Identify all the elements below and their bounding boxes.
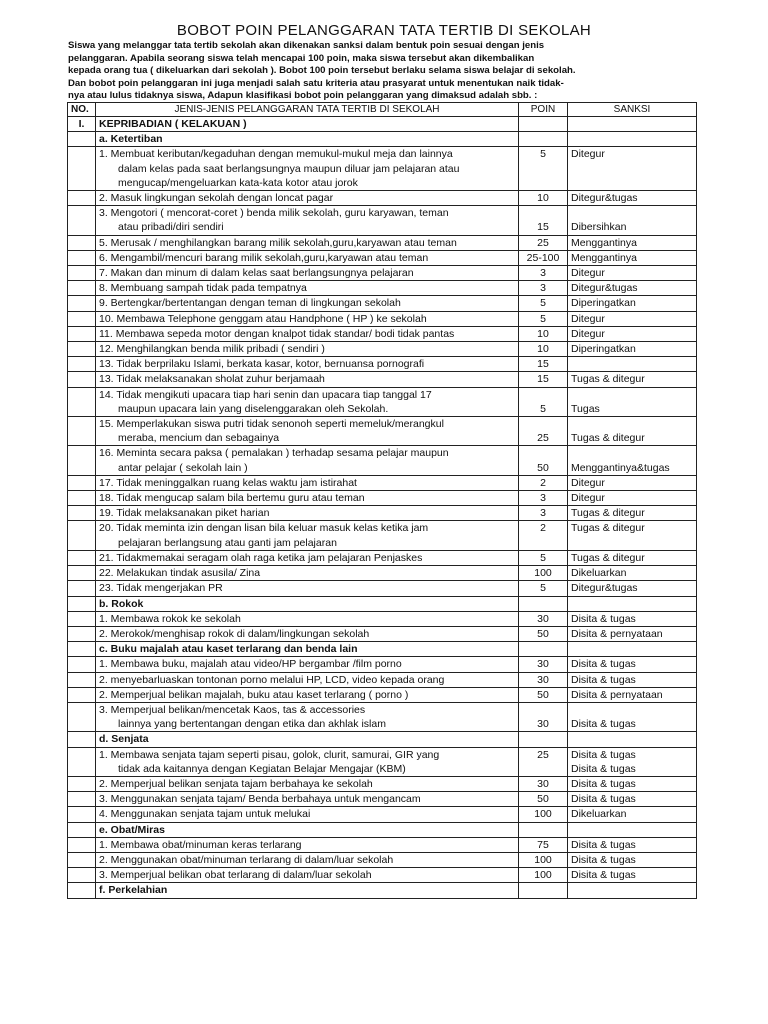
- table-row: [68, 281, 697, 296]
- row-points: [519, 822, 568, 837]
- row-points: [519, 206, 568, 221]
- row-number: [68, 132, 96, 147]
- row-description: 20. Tidak meminta izin dengan lisan bila keluar masuk kelas ketika jam: [96, 521, 519, 536]
- row-number: [68, 461, 96, 476]
- row-points: 30: [519, 657, 568, 672]
- row-points: 3: [519, 266, 568, 281]
- row-sanction: [568, 596, 697, 611]
- row-number: I.: [68, 117, 96, 132]
- row-number: [68, 762, 96, 777]
- row-sanction: [568, 387, 697, 402]
- row-description: 11. Membawa sepeda motor dengan knalpot tidak standar/ bodi tidak pantas: [96, 326, 519, 341]
- table-row: [68, 117, 697, 132]
- row-sanction: Tugas & ditegur: [568, 550, 697, 565]
- table-row: [68, 717, 697, 732]
- row-number: [68, 417, 96, 432]
- row-sanction: Tugas & ditegur: [568, 506, 697, 521]
- row-number: [68, 642, 96, 657]
- table-row: [68, 521, 697, 536]
- table-row: [68, 147, 697, 162]
- row-description: maupun upacara lain yang diselenggarakan oleh Sekolah.: [96, 402, 519, 417]
- table-row: [68, 550, 697, 565]
- header-sanksi: SANKSI: [568, 103, 697, 117]
- row-sanction: Menggantinya&tugas: [568, 461, 697, 476]
- row-points: [519, 176, 568, 191]
- row-number: [68, 147, 96, 162]
- row-description: 7. Makan dan minum di dalam kelas saat berlangsungnya pelajaran: [96, 266, 519, 281]
- row-number: [68, 446, 96, 461]
- header-poin: POIN: [519, 103, 568, 117]
- row-number: [68, 342, 96, 357]
- row-sanction: Menggantinya: [568, 235, 697, 250]
- intro-line: kepada orang tua ( dikeluarkan dari sekolah ). Bobot 100 poin tersebut berlaku selama siswa belajar di sekolah.: [68, 65, 576, 76]
- row-sanction: [568, 642, 697, 657]
- row-points: 50: [519, 461, 568, 476]
- row-number: [68, 868, 96, 883]
- table-row: [68, 357, 697, 372]
- row-description: atau pribadi/diri sendiri: [96, 220, 519, 235]
- row-sanction: [568, 732, 697, 747]
- table-row: [68, 206, 697, 221]
- row-number: [68, 191, 96, 206]
- row-number: [68, 626, 96, 641]
- row-description: 13. Tidak berprilaku Islami, berkata kasar, kotor, bernuansa pornografi: [96, 357, 519, 372]
- row-points: 30: [519, 672, 568, 687]
- row-description: 6. Mengambil/mencuri barang milik sekolah,guru,karyawan atau teman: [96, 250, 519, 265]
- row-points: 100: [519, 566, 568, 581]
- row-sanction: Disita & tugas: [568, 657, 697, 672]
- table-row: [68, 132, 697, 147]
- row-number: [68, 250, 96, 265]
- row-sanction: [568, 446, 697, 461]
- table-row: [68, 176, 697, 191]
- row-description: 19. Tidak melaksanakan piket harian: [96, 506, 519, 521]
- intro-line: pelanggaran. Apabila seorang siswa telah mencapai 100 poin, maka siswa tersebut akan dikembalikan: [68, 52, 535, 64]
- table-row: [68, 326, 697, 341]
- row-number: [68, 162, 96, 176]
- row-number: [68, 792, 96, 807]
- row-sanction: Tugas & ditegur: [568, 431, 697, 446]
- row-sanction: Ditegur: [568, 147, 697, 162]
- row-sanction: [568, 883, 697, 898]
- row-description: 14. Tidak mengikuti upacara tiap hari senin dan upacara tiap tanggal 17: [96, 387, 519, 402]
- row-description: 3. Memperjual belikan/mencetak Kaos, tas & accessories: [96, 702, 519, 717]
- row-number: [68, 581, 96, 596]
- row-description: e. Obat/Miras: [96, 822, 519, 837]
- table-row: [68, 626, 697, 641]
- row-number: [68, 717, 96, 732]
- row-sanction: [568, 417, 697, 432]
- row-points: 50: [519, 626, 568, 641]
- table-row: [68, 191, 697, 206]
- row-description: 15. Memperlakukan siswa putri tidak senonoh seperti memeluk/merangkul: [96, 417, 519, 432]
- table-row: [68, 417, 697, 432]
- row-number: [68, 776, 96, 791]
- row-number: [68, 387, 96, 402]
- row-points: [519, 642, 568, 657]
- row-points: 25: [519, 235, 568, 250]
- row-points: [519, 387, 568, 402]
- row-sanction: Disita & tugas: [568, 837, 697, 852]
- row-points: [519, 417, 568, 432]
- row-description: 2. Memperjual belikan majalah, buku atau kaset terlarang ( porno ): [96, 687, 519, 702]
- row-number: [68, 357, 96, 372]
- row-points: 30: [519, 776, 568, 791]
- table-row: [68, 837, 697, 852]
- table-row: [68, 461, 697, 476]
- row-sanction: [568, 206, 697, 221]
- row-description: 16. Meminta secara paksa ( pemalakan ) terhadap sesama pelajar maupun: [96, 446, 519, 461]
- row-description: 23. Tidak mengerjakan PR: [96, 581, 519, 596]
- row-points: [519, 883, 568, 898]
- row-sanction: Ditegur: [568, 475, 697, 490]
- table-header-row: [68, 103, 697, 117]
- row-sanction: Ditegur&tugas: [568, 191, 697, 206]
- row-number: [68, 550, 96, 565]
- row-number: [68, 431, 96, 446]
- table-row: [68, 266, 697, 281]
- row-number: [68, 852, 96, 867]
- row-points: 100: [519, 852, 568, 867]
- row-description: pelajaran berlangsung atau ganti jam pelajaran: [96, 536, 519, 551]
- table-row: [68, 431, 697, 446]
- row-description: 3. Memperjual belikan obat terlarang di dalam/luar sekolah: [96, 868, 519, 883]
- row-description: 2. Merokok/menghisap rokok di dalam/lingkungan sekolah: [96, 626, 519, 641]
- row-number: [68, 206, 96, 221]
- row-description: 5. Merusak / menghilangkan barang milik sekolah,guru,karyawan atau teman: [96, 235, 519, 250]
- row-number: [68, 536, 96, 551]
- header-jenis: JENIS-JENIS PELANGGARAN TATA TERTIB DI SEKOLAH: [96, 103, 519, 117]
- row-sanction: Ditegur: [568, 311, 697, 326]
- row-sanction: Disita & tugas: [568, 747, 697, 762]
- row-number: [68, 475, 96, 490]
- row-description: 21. Tidakmemakai seragam olah raga ketika jam pelajaran Penjaskes: [96, 550, 519, 565]
- row-points: 25: [519, 747, 568, 762]
- row-description: 2. Menggunakan obat/minuman terlarang di dalam/luar sekolah: [96, 852, 519, 867]
- row-description: 8. Membuang sampah tidak pada tempatnya: [96, 281, 519, 296]
- row-description: 1. Membawa rokok ke sekolah: [96, 611, 519, 626]
- row-points: 3: [519, 281, 568, 296]
- row-points: 100: [519, 868, 568, 883]
- table-row: [68, 657, 697, 672]
- row-description: 2. Memperjual belikan senjata tajam berbahaya ke sekolah: [96, 776, 519, 791]
- table-row: [68, 506, 697, 521]
- row-sanction: [568, 702, 697, 717]
- row-sanction: Ditegur&tugas: [568, 581, 697, 596]
- table-row: [68, 672, 697, 687]
- row-points: 3: [519, 506, 568, 521]
- row-number: [68, 732, 96, 747]
- table-row: [68, 596, 697, 611]
- row-description: 18. Tidak mengucap salam bila bertemu guru atau teman: [96, 491, 519, 506]
- row-description: 2. Masuk lingkungan sekolah dengan loncat pagar: [96, 191, 519, 206]
- row-points: 25-100: [519, 250, 568, 265]
- table-row: [68, 566, 697, 581]
- row-number: [68, 807, 96, 822]
- intro-line: Dan bobot poin pelanggaran ini juga menjadi salah satu kriteria atau prasyarat untuk menentukan naik tidak-: [68, 77, 564, 89]
- row-points: 2: [519, 521, 568, 536]
- row-sanction: [568, 176, 697, 191]
- row-description: 4. Menggunakan senjata tajam untuk melukai: [96, 807, 519, 822]
- row-description: 10. Membawa Telephone genggam atau Handphone ( HP ) ke sekolah: [96, 311, 519, 326]
- table-row: [68, 868, 697, 883]
- table-row: [68, 446, 697, 461]
- table-row: [68, 792, 697, 807]
- row-points: [519, 446, 568, 461]
- table-row: [68, 687, 697, 702]
- table-row: [68, 807, 697, 822]
- row-points: [519, 536, 568, 551]
- row-points: 5: [519, 550, 568, 565]
- row-number: [68, 837, 96, 852]
- table-row: [68, 852, 697, 867]
- row-sanction: Diperingatkan: [568, 296, 697, 311]
- row-sanction: Tugas & ditegur: [568, 372, 697, 387]
- row-points: 5: [519, 296, 568, 311]
- row-number: [68, 296, 96, 311]
- row-number: [68, 220, 96, 235]
- row-description: 22. Melakukan tindak asusila/ Zina: [96, 566, 519, 581]
- row-number: [68, 176, 96, 191]
- row-number: [68, 281, 96, 296]
- table-row: [68, 250, 697, 265]
- row-number: [68, 747, 96, 762]
- table-row: [68, 235, 697, 250]
- row-points: 3: [519, 491, 568, 506]
- row-points: 25: [519, 431, 568, 446]
- row-description: tidak ada kaitannya dengan Kegiatan Belajar Mengajar (KBM): [96, 762, 519, 777]
- row-number: [68, 521, 96, 536]
- row-points: 50: [519, 687, 568, 702]
- table-row: [68, 342, 697, 357]
- row-points: 10: [519, 342, 568, 357]
- row-points: 30: [519, 611, 568, 626]
- row-points: 75: [519, 837, 568, 852]
- intro-paragraph: [68, 40, 708, 103]
- table-row: [68, 311, 697, 326]
- row-number: [68, 657, 96, 672]
- row-number: [68, 566, 96, 581]
- row-points: 15: [519, 220, 568, 235]
- row-points: [519, 762, 568, 777]
- row-sanction: Dikeluarkan: [568, 566, 697, 581]
- row-number: [68, 596, 96, 611]
- row-sanction: Dibersihkan: [568, 220, 697, 235]
- table-row: [68, 296, 697, 311]
- row-description: KEPRIBADIAN ( KELAKUAN ): [96, 117, 519, 132]
- row-points: 15: [519, 357, 568, 372]
- row-number: [68, 372, 96, 387]
- row-sanction: Dikeluarkan: [568, 807, 697, 822]
- row-number: [68, 326, 96, 341]
- table-row: [68, 220, 697, 235]
- table-row: [68, 776, 697, 791]
- row-sanction: Ditegur: [568, 491, 697, 506]
- row-points: 10: [519, 326, 568, 341]
- table-row: [68, 402, 697, 417]
- row-sanction: Disita & tugas: [568, 776, 697, 791]
- row-points: 5: [519, 402, 568, 417]
- row-sanction: Ditegur: [568, 266, 697, 281]
- row-description: mengucap/mengeluarkan kata-kata kotor atau jorok: [96, 176, 519, 191]
- row-number: [68, 687, 96, 702]
- row-description: 17. Tidak meninggalkan ruang kelas waktu jam istirahat: [96, 475, 519, 490]
- table-row: [68, 642, 697, 657]
- row-points: 100: [519, 807, 568, 822]
- table-row: [68, 536, 697, 551]
- row-sanction: Tugas & ditegur: [568, 521, 697, 536]
- table-row: [68, 475, 697, 490]
- row-description: dalam kelas pada saat berlangsungnya maupun diluar jam pelajaran atau: [96, 162, 519, 176]
- row-description: 3. Mengotori ( mencorat-coret ) benda milik sekolah, guru karyawan, teman: [96, 206, 519, 221]
- row-description: 2. menyebarluaskan tontonan porno melalui HP, LCD, video kepada orang: [96, 672, 519, 687]
- table-row: [68, 581, 697, 596]
- violation-table: [67, 102, 696, 899]
- row-number: [68, 311, 96, 326]
- row-number: [68, 402, 96, 417]
- row-number: [68, 266, 96, 281]
- table-row: [68, 702, 697, 717]
- table-row: [68, 747, 697, 762]
- row-points: [519, 132, 568, 147]
- row-sanction: Disita & tugas: [568, 868, 697, 883]
- row-sanction: [568, 132, 697, 147]
- row-sanction: Disita & tugas: [568, 852, 697, 867]
- row-points: [519, 702, 568, 717]
- row-points: 30: [519, 717, 568, 732]
- row-sanction: [568, 117, 697, 132]
- row-sanction: [568, 357, 697, 372]
- table-row: [68, 822, 697, 837]
- row-points: [519, 732, 568, 747]
- row-sanction: Disita & tugas: [568, 717, 697, 732]
- row-points: 10: [519, 191, 568, 206]
- row-sanction: Tugas: [568, 402, 697, 417]
- row-sanction: Ditegur: [568, 326, 697, 341]
- row-sanction: Disita & tugas: [568, 672, 697, 687]
- row-description: a. Ketertiban: [96, 132, 519, 147]
- row-description: 13. Tidak melaksanakan sholat zuhur berjamaah: [96, 372, 519, 387]
- page-title: BOBOT POIN PELANGGARAN TATA TERTIB DI SEKOLAH: [176, 22, 592, 39]
- row-description: 3. Menggunakan senjata tajam/ Benda berbahaya untuk mengancam: [96, 792, 519, 807]
- table-row: [68, 883, 697, 898]
- row-description: 1. Membuat keributan/kegaduhan dengan memukul-mukul meja dan lainnya: [96, 147, 519, 162]
- row-points: [519, 596, 568, 611]
- table-row: [68, 372, 697, 387]
- table-row: [68, 762, 697, 777]
- row-number: [68, 235, 96, 250]
- table-row: [68, 732, 697, 747]
- row-sanction: Disita & tugas: [568, 611, 697, 626]
- row-description: 1. Membawa senjata tajam seperti pisau, golok, clurit, samurai, GIR yang: [96, 747, 519, 762]
- row-sanction: Disita & tugas: [568, 762, 697, 777]
- row-sanction: Diperingatkan: [568, 342, 697, 357]
- row-sanction: Disita & tugas: [568, 792, 697, 807]
- row-number: [68, 491, 96, 506]
- table-row: [68, 491, 697, 506]
- row-sanction: Menggantinya: [568, 250, 697, 265]
- row-description: antar pelajar ( sekolah lain ): [96, 461, 519, 476]
- row-description: d. Senjata: [96, 732, 519, 747]
- row-description: c. Buku majalah atau kaset terlarang dan benda lain: [96, 642, 519, 657]
- row-description: meraba, mencium dan sebagainya: [96, 431, 519, 446]
- intro-line: nya atau lulus tidaknya siswa, Adapun klasifikasi bobot poin pelanggaran yang dimaksud adalah sbb. :: [68, 90, 538, 101]
- row-sanction: Ditegur&tugas: [568, 281, 697, 296]
- row-number: [68, 611, 96, 626]
- table-row: [68, 611, 697, 626]
- row-description: 9. Bertengkar/bertentangan dengan teman di lingkungan sekolah: [96, 296, 519, 311]
- table-row: [68, 162, 697, 176]
- row-description: f. Perkelahian: [96, 883, 519, 898]
- row-sanction: [568, 536, 697, 551]
- row-points: 5: [519, 581, 568, 596]
- row-sanction: Disita & pernyataan: [568, 626, 697, 641]
- table-row: [68, 387, 697, 402]
- row-number: [68, 822, 96, 837]
- row-number: [68, 672, 96, 687]
- row-description: b. Rokok: [96, 596, 519, 611]
- intro-line: Siswa yang melanggar tata tertib sekolah akan dikenakan sanksi dalam bentuk poin sesuai dengan jenis: [68, 40, 545, 51]
- row-description: 1. Membawa buku, majalah atau video/HP bergambar /film porno: [96, 657, 519, 672]
- row-sanction: Disita & pernyataan: [568, 687, 697, 702]
- row-number: [68, 883, 96, 898]
- row-points: [519, 117, 568, 132]
- row-sanction: [568, 162, 697, 176]
- row-points: 5: [519, 147, 568, 162]
- row-sanction: [568, 822, 697, 837]
- row-points: 5: [519, 311, 568, 326]
- row-description: lainnya yang bertentangan dengan etika dan akhlak islam: [96, 717, 519, 732]
- row-points: 15: [519, 372, 568, 387]
- row-number: [68, 702, 96, 717]
- row-number: [68, 506, 96, 521]
- row-description: 1. Membawa obat/minuman keras terlarang: [96, 837, 519, 852]
- row-description: 12. Menghilangkan benda milik pribadi ( sendiri ): [96, 342, 519, 357]
- row-points: 2: [519, 475, 568, 490]
- row-points: [519, 162, 568, 176]
- header-no: NO.: [68, 103, 96, 117]
- row-points: 50: [519, 792, 568, 807]
